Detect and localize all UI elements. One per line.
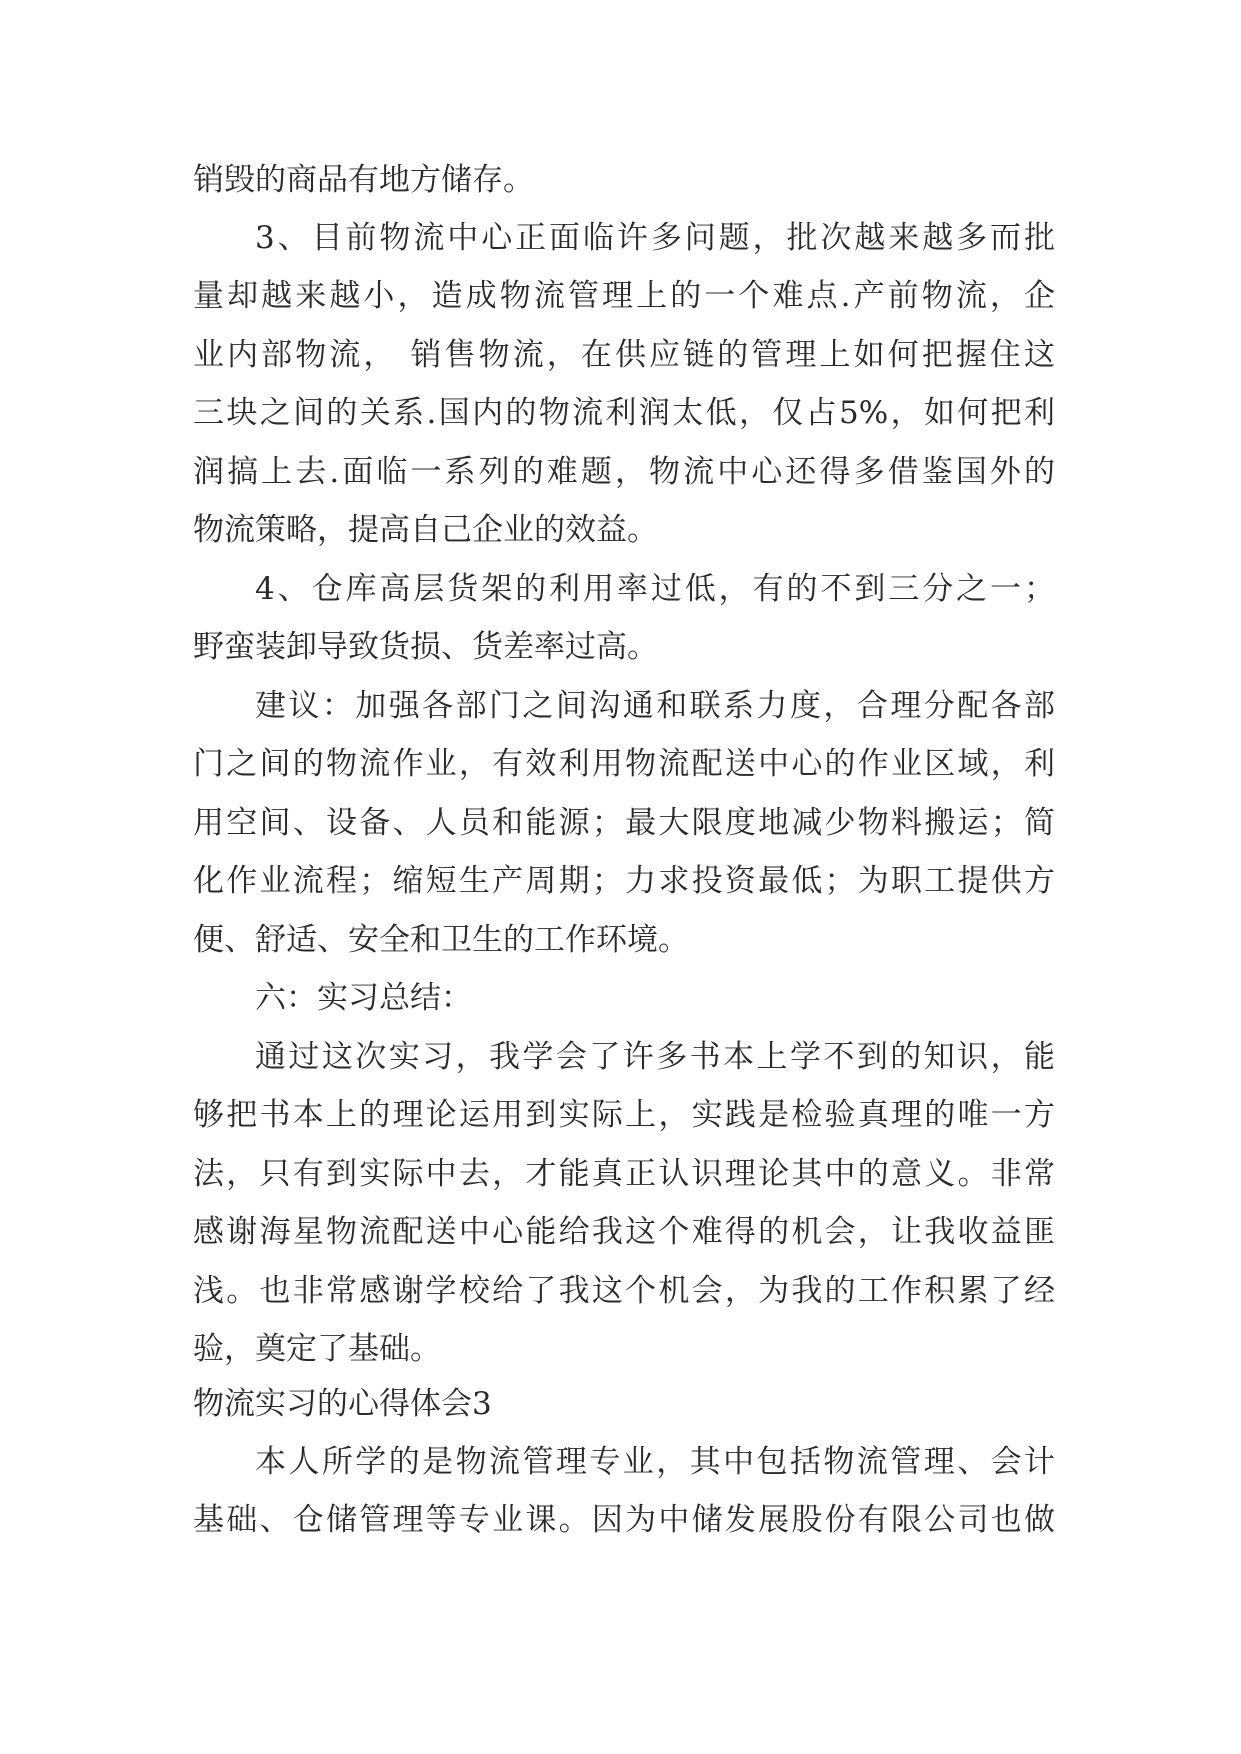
paragraph-3-line: 3、目前物流中心正面临许多问题，批次越来越多而批 xyxy=(255,220,1055,256)
text-line: 基础、仓储管理等专业课。因为中储发展股份有限公司也做 xyxy=(193,1502,1055,1538)
text-line: 业内部物流， 销售物流，在供应链的管理上如何把握住这 xyxy=(193,337,1055,373)
text-line: 便、舒适、安全和卫生的工作环境。 xyxy=(193,922,689,958)
paragraph-4-line: 4、仓库高层货架的利用率过低，有的不到三分之一； xyxy=(255,571,1055,607)
text-line: 润搞上去.面临一系列的难题，物流中心还得多借鉴国外的 xyxy=(193,454,1055,490)
summary-line: 通过这次实习，我学会了许多书本上学不到的知识，能 xyxy=(255,1039,1055,1075)
text-line: 三块之间的关系.国内的物流利润太低，仅占5%，如何把利 xyxy=(193,395,1055,431)
text-line: 验，奠定了基础。 xyxy=(193,1331,441,1367)
text-line: 感谢海星物流配送中心能给我这个难得的机会，让我收益匪 xyxy=(193,1214,1055,1250)
text-line: 浅。也非常感谢学校给了我这个机会，为我的工作积累了经 xyxy=(193,1273,1055,1309)
text-line: 销毁的商品有地方储存。 xyxy=(193,162,534,198)
section-heading: 六：实习总结： xyxy=(255,980,472,1016)
text-line: 野蛮装卸导致货损、货差率过高。 xyxy=(193,629,658,665)
text-line: 法，只有到实际中去，才能真正认识理论其中的意义。非常 xyxy=(193,1156,1055,1192)
text-line: 够把书本上的理论运用到实际上，实践是检验真理的唯一方 xyxy=(193,1097,1055,1133)
text-line: 物流策略，提高自己企业的效益。 xyxy=(193,512,658,548)
suggestion-line: 建议：加强各部门之间沟通和联系力度，合理分配各部 xyxy=(255,688,1055,724)
text-line: 量却越来越小，造成物流管理上的一个难点.产前物流，企 xyxy=(193,278,1055,314)
intro-line: 本人所学的是物流管理专业，其中包括物流管理、会计 xyxy=(255,1444,1055,1480)
text-line: 化作业流程；缩短生产周期；力求投资最低；为职工提供方 xyxy=(193,863,1055,899)
text-line: 门之间的物流作业，有效利用物流配送中心的作业区域，利 xyxy=(193,746,1055,782)
text-line: 用空间、设备、人员和能源；最大限度地减少物料搬运；简 xyxy=(193,805,1055,841)
article-title: 物流实习的心得体会3 xyxy=(193,1386,492,1422)
